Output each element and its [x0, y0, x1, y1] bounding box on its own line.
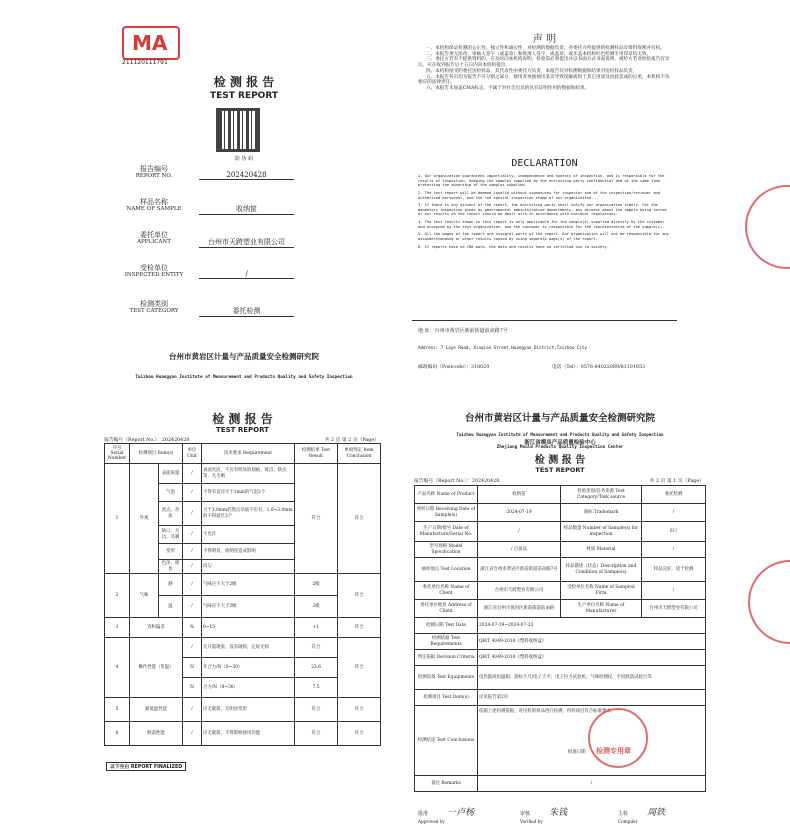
header-cell: 检测结果 Test Result	[295, 444, 338, 464]
cell-unit: /	[183, 502, 202, 526]
summary-value: 委托检测	[642, 486, 706, 504]
header-cell: 检测项目 Item(s)	[130, 444, 183, 464]
cell-unit: /	[183, 698, 202, 722]
cell-requirement: 合力/N（8~30）	[202, 678, 295, 698]
field-label-en: APPLICANT	[137, 239, 171, 246]
cell-serial: 6	[105, 722, 130, 746]
statement-item: 五、本报告各页均为报告不可分割之部分，使用者单独抽出某页导致误解或用于其它用途及由此造成的后果，本机构不负相应的法律责任。	[418, 74, 670, 86]
cell-serial: 3	[105, 618, 130, 638]
declaration-item: 3. If there is any dissent of the report, the entrusting party shall notify our organization timely. For the mandatory inspection given by governmental administrative departments, any dissent about the sample being tested or our results on the report should be dealt with in accordance with national regulations.	[418, 203, 667, 217]
summary-label: 受检单位名称 Name of Sampled Firm	[561, 582, 642, 600]
header-cell: 单位 Unit	[183, 444, 202, 464]
summary-center-en: Zhejiang Mould Products Quality Inspection Center	[496, 445, 624, 450]
cell-requirement: 开合力/N（8~30）	[202, 658, 295, 678]
summary-page-no: 共 2 页 第 1 页（Page）	[649, 479, 704, 484]
cell-unit: N	[183, 678, 202, 698]
summary-table	[414, 485, 706, 792]
summary-label: 商标 Trademark	[561, 504, 642, 522]
cell-requirement: 均匀	[202, 560, 295, 574]
qr-code	[216, 108, 260, 152]
summary-label: 产品名称 Name of Product	[415, 486, 478, 504]
cell-result: 7.5	[295, 678, 338, 698]
statement-item: 六、本报告未加盖CMA标志，不属于对社会出具的具有证明作用的数据和结果。	[426, 86, 590, 92]
cell-subitem: 静	[159, 574, 183, 596]
statement-item: 四、本机构接受的委托送检样品，其代表性由委托方负责，本报告仅对检测数据和结果对送检样品负责。	[426, 68, 638, 74]
summary-value: /	[642, 542, 706, 558]
summary-label: 备注 Remarks	[415, 776, 478, 792]
summary-label: 到样日期 Receiving Date of Sample(s)	[415, 504, 478, 522]
inspection-seal	[588, 708, 648, 768]
cma-number: 211120111791	[122, 59, 168, 66]
inspection-seal-text: 检测专用章	[596, 747, 631, 755]
summary-row	[415, 600, 706, 618]
cell-serial: 2	[105, 574, 130, 618]
cell-item: 耐低温性能	[130, 698, 183, 722]
field-label-en: TEST CATEGORY	[129, 308, 179, 315]
cell-requirement: 应无破裂、无明显变形	[202, 698, 295, 722]
cell-subitem: 缺口、毛边、毛刺	[159, 526, 183, 544]
summary-value: 2024-07-19~2024-07-23	[478, 618, 706, 634]
field-value: /	[199, 270, 294, 279]
address-en: Address: 7 Laye Road, Xinqian Street,Huangyan District,Taizhou City	[418, 345, 587, 350]
field-value: 收纳筐	[199, 204, 294, 215]
summary-label: 判定依据 Decision Criteria	[415, 650, 478, 666]
seal-stamp-right-2	[748, 560, 790, 644]
cell-serial: 4	[105, 638, 130, 698]
cell-result: 符合	[295, 638, 338, 658]
declaration-item: 2. The test report will be deemed invalid without signatures for inspector and of the inspection/reviewer and authorized personnel, and the red special inspection stamp of our organization.	[418, 190, 660, 200]
results-table	[104, 443, 381, 746]
cell-subitem: 黑点、杂质	[159, 502, 183, 526]
summary-row	[415, 650, 706, 666]
table-row	[105, 574, 381, 596]
summary-institute-cn: 台州市黄岩区计量与产品质量安全检测研究院	[464, 413, 655, 424]
summary-label: 型号规格 Model Specification	[415, 542, 478, 558]
cell-result: 符合	[295, 722, 338, 746]
cell-result: +1	[295, 618, 338, 638]
declaration-item: 4. The test results shown in this report is only applicable for the sample(s) supplied directly by the customer and accepted by the test organization, and the customer is responsible for the representative of the sample(s).	[418, 220, 665, 229]
field-label-en: NAME OF SAMPLE	[126, 206, 182, 213]
address-cn: 地 址：台州市黄岩区新前街道前命路7号	[418, 328, 508, 334]
summary-label: 检测依据 Test Requirements	[415, 634, 478, 650]
header-cell: 单项判定 Item Conclusion	[338, 444, 381, 464]
cell-conclusion: 符合	[338, 698, 381, 722]
postcode: 邮政编码（Postcode）：318020	[418, 365, 490, 370]
summary-value: 台州市天跨塑业有限公司	[642, 600, 706, 618]
cell-result: 符合	[295, 698, 338, 722]
summary-value: /	[642, 582, 706, 600]
field-value: 台州市天跨塑业有限公司	[199, 237, 294, 248]
cell-unit: /	[183, 544, 202, 560]
cell-result: 2级	[295, 596, 338, 618]
cover-institute-en: Taizhou Huangyan Institute of Measurement and Products Quality and Safety Inspection	[135, 375, 353, 380]
approval-date-label: 批准日期	[568, 750, 586, 755]
results-title-cn: 检 测 报 告	[212, 412, 273, 426]
signature: 一卢杨	[447, 808, 475, 818]
cell-requirement: 不得明显，收纳筐造成影响	[202, 544, 295, 560]
statement-item: 三、委托方若有不提供资料的，应及时向本机构说明，检验前必须提出并以书面方式书面说明，被检方若对检验报告有异议，应在收到报告后十五日内向本机构提出。	[418, 57, 670, 69]
statement-item: 二、本报告须无涂改、审核人签字（或盖章）和批准人签字，或盖章，或未盖本机构红色检测专用印章均无效。	[426, 51, 652, 57]
signature: 朱钱	[549, 808, 568, 818]
results-page	[100, 408, 385, 773]
signer-label-en: Compiler	[618, 819, 638, 824]
cell-item: 气味	[130, 574, 159, 618]
cell-result: 2级	[295, 574, 338, 596]
cell-result: 符合	[295, 464, 338, 574]
summary-value: 浙江省台州市黄岩区新前街道前命路7号	[478, 558, 561, 582]
summary-row	[415, 776, 706, 792]
signature: 周铁	[647, 808, 666, 818]
table-row	[105, 618, 381, 638]
cell-requirement: 应无破裂、不得影响使用功能	[202, 722, 295, 746]
table-row	[105, 638, 381, 658]
signature-compiler	[618, 800, 708, 824]
summary-title-cn: 检 测 报 告	[534, 455, 586, 466]
cell-unit: N	[183, 658, 202, 678]
summary-row	[415, 666, 706, 690]
cell-serial: 5	[105, 698, 130, 722]
summary-value: /	[478, 776, 706, 792]
summary-label: 检验类别/任务来源 Test Category/Task source	[561, 486, 642, 504]
results-report-no: 报告编号（Report No.）：202420428	[104, 438, 190, 443]
table-row	[105, 464, 381, 484]
summary-title-en: TEST REPORT	[535, 466, 585, 474]
summary-row	[415, 582, 706, 600]
seal-stamp-right-1	[745, 185, 790, 269]
cover-title-cn: 检 测 报 告	[213, 75, 275, 89]
cell-requirement: 0~15	[202, 618, 295, 638]
summary-label: 委托单位地址 Address of Client	[415, 600, 478, 618]
header-cell: 技术要求 Requirement	[202, 444, 295, 464]
table-row	[105, 722, 381, 746]
cell-unit: /	[183, 560, 202, 574]
cover-title-en: TEST REPORT	[209, 91, 279, 101]
cell-subitem: 温	[159, 596, 183, 618]
field-label-cn: 受检单位	[140, 264, 168, 272]
summary-row	[415, 690, 706, 706]
cell-conclusion: 符合	[338, 722, 381, 746]
cell-requirement: 不允许	[202, 526, 295, 544]
field-label-cn: 检测类别	[140, 300, 168, 308]
cell-subitem: 气泡	[159, 484, 183, 502]
cell-item: 容积偏差	[130, 618, 183, 638]
cell-item: 操作性能（常温）	[130, 638, 183, 698]
summary-label: 抽样地点 Test Location	[415, 558, 478, 582]
summary-value: 详见报告第2页	[478, 690, 706, 706]
summary-value: 2024-07-19	[478, 504, 561, 522]
cell-unit: /	[183, 638, 202, 658]
cell-subitem: 色泽、颜色	[159, 560, 183, 574]
qr-caption: 防 伪 码	[234, 156, 254, 162]
cell-requirement: 无开裂现象，没有破损，完好无损	[202, 638, 295, 658]
table-header-row	[105, 444, 381, 464]
summary-value: 浙江省台州市黄岩区新前街道前命路	[478, 600, 561, 618]
cell-item: 外观	[130, 464, 159, 574]
cell-requirement: 气味应不大于2级	[202, 596, 295, 618]
summary-value: /	[642, 504, 706, 522]
cell-unit: /	[183, 484, 202, 502]
report-finalized: 以下空白 REPORT FINALIZED	[106, 762, 186, 771]
signature-approved	[418, 800, 513, 824]
field-label-en: INSPECTED ENTITY	[124, 272, 184, 279]
summary-page	[412, 408, 708, 824]
summary-row	[415, 542, 706, 558]
summary-label: 检测结论 Test Conclusions	[415, 706, 478, 776]
cma-logo-text: MA	[132, 31, 168, 55]
table-row	[105, 698, 381, 722]
conclusion-text: 依据上述检测依据，对送检的样品进行检测，所检项目符合标准要求。	[479, 709, 616, 714]
cma-logo	[122, 26, 180, 60]
results-title-en: TEST REPORT	[216, 426, 269, 434]
signature-verified	[520, 800, 615, 824]
statement-page	[412, 30, 677, 380]
summary-row	[415, 618, 706, 634]
signer-label-en: Approved by	[418, 819, 445, 824]
cell-unit: /	[183, 464, 202, 484]
cell-requirement: 大于3.0mm的黑点杂质不应有，1.0~3.0mm的不得超过3个	[202, 502, 295, 526]
summary-value: 样品完好，适于检测	[642, 558, 706, 582]
cell-result: 23.6	[295, 658, 338, 678]
summary-row	[415, 706, 706, 776]
cell-item: 跌落性能	[130, 722, 183, 746]
summary-row	[415, 504, 706, 522]
cover-page	[104, 18, 384, 388]
summary-institute-en: Taizhou Huangyan Institute of Measurement and Products Quality and Safety Inspection	[456, 432, 664, 437]
summary-value: 电热鼓风恒温箱；游标卡尺/电子天平；电子拉力试验机；气味检测仪，手投跌落试验台等	[478, 666, 706, 690]
statement-item: 一、本机构保证检测的公正性、独立性和诚实性，对检测的数据负责，对委托方所提供的检测样品及资料保密并有权。	[426, 46, 665, 51]
cell-serial: 1	[105, 464, 130, 574]
field-value: 委托检测	[199, 306, 294, 317]
declaration-item: 1. Our organization guarantees impartiality, independence and honesty of inspection, and is responsible for the results of inspection, keeping the samples supplied by the entrusting party confidential and at the same time protecting the ownership of the samples supplied.	[418, 174, 665, 188]
cell-unit: /	[183, 722, 202, 746]
cell-requirement: 不得有直径大于1mm的气泡3个	[202, 484, 295, 502]
signer-label-cn: 主检	[618, 811, 629, 817]
summary-value: 台州市天跨塑业有限公司	[478, 582, 561, 600]
cell-subitem: 表面质量	[159, 464, 183, 484]
summary-value: 6只	[642, 522, 706, 542]
summary-row	[415, 558, 706, 582]
field-value: 202420428	[199, 171, 294, 180]
cell-unit: /	[183, 596, 202, 618]
summary-label: 检测日期 Test Date	[415, 618, 478, 634]
cover-institute-cn: 台州市黄岩区计量与产品质量安全检测研究院	[169, 352, 319, 361]
summary-center-cn: 浙江省模具产品质量检验中心	[524, 440, 596, 446]
header-cell: 序号 Serial Number	[105, 444, 130, 464]
summary-label: 样品数量 Number of Sample(s) for inspection	[561, 522, 642, 542]
signer-label-cn: 审核	[520, 811, 531, 817]
declaration-item: 6. If reports have no CMA mark, the data and results have no certified use to society.	[418, 244, 609, 249]
summary-value: QB/T 4049-2010《塑料收纳盒》	[478, 650, 706, 666]
summary-report-no: 报告编号（Report No.）：202420428	[414, 479, 500, 484]
summary-label: 检测设备 Test Equipments	[415, 666, 478, 690]
cell-subitem: 变形	[159, 544, 183, 560]
summary-label: 委托单位名称 Name of Client	[415, 582, 478, 600]
cell-unit: /	[183, 526, 202, 544]
signer-label-cn: 批准	[418, 811, 429, 817]
cell-requirement: 表面光洁，不应有明显的划痕、斑点、缺点等，无毛刺	[202, 464, 295, 484]
cell-conclusion: 符合	[338, 464, 381, 574]
summary-row	[415, 522, 706, 542]
summary-row	[415, 634, 706, 650]
cell-unit: %	[183, 618, 202, 638]
cell-unit: /	[183, 574, 202, 596]
telephone: 电话（Tel）：0576-84022089/81101053	[552, 365, 646, 370]
summary-value: /	[478, 522, 561, 542]
cell-conclusion: 符合	[338, 618, 381, 638]
summary-label: 检测项目 Test Item(s)	[415, 690, 478, 706]
field-label-cn: 报告编号	[140, 165, 168, 173]
summary-label: 生产单位名称 Name of Manufacturer	[561, 600, 642, 618]
signer-label-en: Verified by	[520, 819, 543, 824]
field-label-cn: 样品名称	[140, 198, 168, 206]
summary-label: 样品描述（状态）Description and Condition of Sample(s)	[561, 558, 642, 582]
summary-label: 材质 Material	[561, 542, 642, 558]
declaration-items	[418, 174, 673, 249]
summary-row	[415, 486, 706, 504]
declaration-title: DECLARATION	[511, 158, 578, 169]
summary-label: 生产日期/批号 Date of Manufacture/Serial No.	[415, 522, 478, 542]
cell-requirement: 气味应不大于2级	[202, 574, 295, 596]
results-page-no: 共 2 页 第 2 页（Page）	[324, 438, 379, 443]
cell-conclusion: 符合	[338, 638, 381, 698]
cell-conclusion: 符合	[338, 574, 381, 618]
field-label-cn: 委托单位	[140, 231, 168, 239]
field-label-en: REPORT NO.	[135, 173, 173, 180]
statement-title-cn: 声 明	[532, 34, 557, 45]
statement-divider	[412, 320, 677, 321]
declaration-item: 5. All the pages of the report are integral parts of the report. Our organization will not be responsible for any misunderstanding or other results caused by using separate page(s) of the report.	[418, 232, 669, 241]
summary-value: / 自备品	[478, 542, 561, 558]
summary-value: 收纳筐	[478, 486, 561, 504]
statement-items-cn	[418, 46, 673, 92]
summary-value: QB/T 4049-2010《塑料收纳盒》	[478, 634, 706, 650]
